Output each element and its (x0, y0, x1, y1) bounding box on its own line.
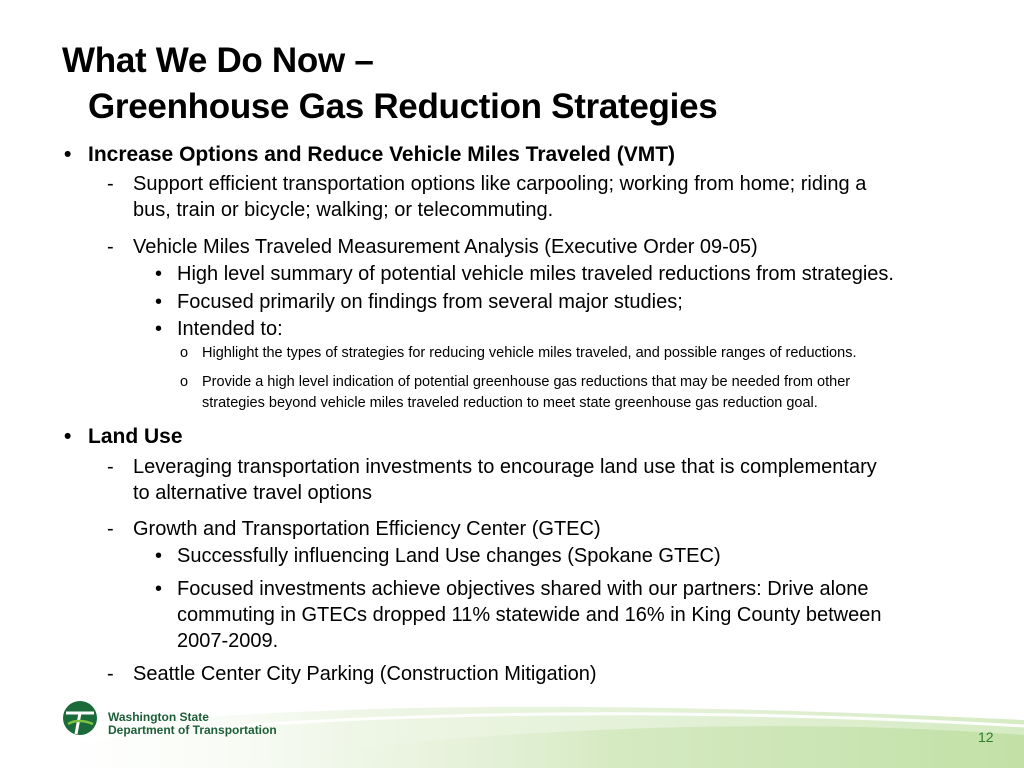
logo-line-1: Washington State (108, 710, 209, 724)
dash-item-line: Growth and Transportation Efficiency Center (GTEC) (133, 518, 601, 540)
dash-marker: - (107, 518, 114, 540)
dash-marker: - (107, 173, 114, 195)
bullet-item-line: commuting in GTECs dropped 11% statewide and 16% in King County between (177, 604, 882, 626)
bullet-marker: • (155, 291, 163, 313)
dash-marker: - (107, 236, 114, 258)
wsdot-logo-icon (62, 700, 98, 736)
page-number: 12 (978, 729, 994, 745)
dash-item-line: Vehicle Miles Traveled Measurement Analysis (Executive Order 09-05) (133, 236, 758, 258)
bullet-marker: • (64, 143, 72, 166)
title-line-2: Greenhouse Gas Reduction Strategies (88, 87, 718, 126)
bullet-marker: • (64, 425, 72, 448)
dash-marker: - (107, 456, 114, 478)
wsdot-logo-text (108, 711, 277, 737)
title-line-1: What We Do Now – (62, 41, 374, 80)
slide-title (62, 38, 717, 130)
sub-item-line: Highlight the types of strategies for reducing vehicle miles traveled, and possible ranges of reductions. (202, 345, 857, 361)
circle-marker: o (180, 374, 189, 390)
bullet-marker: • (155, 578, 163, 600)
dash-item-line: Seattle Center City Parking (Construction Mitigation) (133, 663, 597, 685)
bullet-item: Focused primarily on findings from several major studies; (177, 291, 683, 313)
sub-item-line: strategies beyond vehicle miles traveled reduction to meet state greenhouse gas reduction goal. (202, 395, 818, 411)
bullet-marker: • (155, 263, 163, 285)
section-heading-land-use: Land Use (88, 425, 183, 448)
circle-marker: o (180, 345, 189, 361)
bullet-item: High level summary of potential vehicle miles traveled reductions from strategies. (177, 263, 894, 285)
dash-item-line: bus, train or bicycle; walking; or telecommuting. (133, 199, 554, 221)
dash-item-line: Support efficient transportation options like carpooling; working from home; riding a (133, 173, 867, 195)
bullet-item-line: 2007-2009. (177, 630, 279, 652)
dash-marker: - (107, 663, 114, 685)
dash-item-line: Leveraging transportation investments to encourage land use that is complementary (133, 456, 877, 478)
bullet-item: Intended to: (177, 318, 283, 340)
logo-line-2: Department of Transportation (108, 723, 277, 737)
dash-item-line: to alternative travel options (133, 482, 373, 504)
bullet-item: Successfully influencing Land Use changes (Spokane GTEC) (177, 545, 721, 567)
sub-item-line: Provide a high level indication of potential greenhouse gas reductions that may be needed from other (202, 374, 851, 390)
bullet-marker: • (155, 545, 163, 567)
bullet-marker: • (155, 318, 163, 340)
bullet-item-line: Focused investments achieve objectives shared with our partners: Drive alone (177, 578, 869, 600)
section-heading-vmt: Increase Options and Reduce Vehicle Miles Traveled (VMT) (88, 143, 676, 166)
